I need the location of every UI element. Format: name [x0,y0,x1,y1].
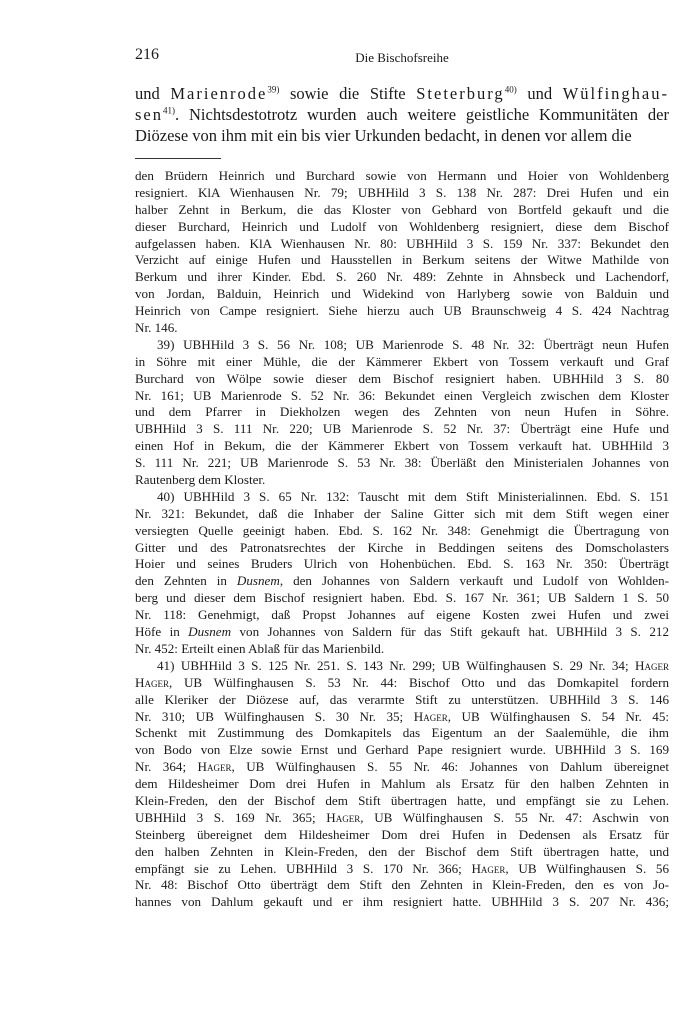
footnote-line: und dem Pfarrer in Diekholzen wegen des Zehnten von neun Hufen in Söhre. [135,404,669,420]
footnote-line: 40) UBHHild 3 S. 65 Nr. 132: Tauscht mit dem Stift Ministerialinnen. Ebd. S. 151 [157,488,669,504]
footnote-line: von Bodo von Elze sowie Ernst und Gerhard Pape resigniert wurde. UBHHild 3 S. 169 [135,742,669,758]
footnote-line: Höfe in Dusnem von Johannes von Saldern für das Stift gekauft hat. UBHHild 3 S. 212 [135,624,669,640]
body-text: . Nichtsdestotrotz wurden auch weitere geistliche Kommunitäten der Diözese von ihm mit ein bis vier Urkunden bedacht, in denen vor allem die [135,105,669,145]
footnote-line: S. 111 Nr. 221; UB Marienrode S. 53 Nr. 38: Überläßt den Ministerialen Johannes von [135,455,669,471]
footnote-line: Hoier und seines Bruders Ulrich von Hohenbüchen. Ebd. S. 163 Nr. 350: Überträgt [135,556,669,572]
footnotes [135,168,669,911]
footnote-line: UBHHild 3 S. 111 Nr. 220; UB Marienrode S. 52 Nr. 37: Überträgt eine Hufe und [135,421,669,437]
body-text: und [516,84,563,103]
footnote-line: einen Hof in Bekum, die der Kämmerer Ekbert von Tossem verkauft hat. UBHHild 3 [135,438,669,454]
footnote-line: Nr. 146. [135,320,178,336]
footnote-line: aufgelassen haben. KlA Wienhausen Nr. 80: UBHHild 3 S. 159 Nr. 337: Bekundet den [135,235,669,251]
footnote-ref-41: 41) [163,105,175,116]
body-spaced-text: sen [135,105,163,124]
footnote-line: Nr. 48: Bischof Otto überträgt dem Stift den Zehnten in Klein-Freden, den es von Jo- [135,877,669,893]
footnote-line: Klein-Freden, den der Bischof dem Stift übertragen hatte, und empfängt sie zu Lehen. [135,792,669,808]
footnote-line: Schenkt mit Zustimmung des Domkapitels das Eigentum an der Saalemühle, die ihm [135,725,669,741]
running-title: Die Bischofsreihe [355,50,449,65]
footnote-line: Nr. 118: Genehmigt, daß Propst Johannes auf eigene Kosten zwei Hufen und zwei [135,607,669,623]
body-spaced-text: Wülfinghau- [562,84,669,103]
footnote-ref-39: 39) [267,84,280,95]
body-paragraph [135,83,669,146]
footnote-line: Burchard von Wölpe sowie dieser dem Bischof resigniert haben. UBHHild 3 S. 80 [135,370,669,386]
body-text: und [135,84,171,103]
footnote-ref-40: 40) [504,84,517,95]
footnote-line: Nr. 364; Hager, UB Wülfinghausen S. 55 Nr. 46: Johannes von Dahlum übereignet [135,759,669,775]
footnote-line: hannes von Dahlum gekauft und er ihm resigniert hatte. UBHHild 3 S. 207 Nr. 436; [135,894,669,910]
footnote-line: halber Zehnt in Berkum, die das Kloster von Gebhard von Bortfeld gekauft und die [135,201,669,217]
footnote-line: UBHHild 3 S. 169 Nr. 365; Hager, UB Wülfinghausen S. 55 Nr. 47: Aschwin von [135,809,670,825]
footnote-line: Verzicht auf einige Hufen und Hausstellen in Berkum seitens der Witwe Mathilde von [135,252,669,268]
footnote-line: Steinberg übereignet dem Hildesheimer Dom drei Hufen in Dedensen als Ersatz für [135,826,669,842]
footnote-line: Nr. 321: Bekundet, daß die Inhaber der Saline Gitter sich mit dem Stift wegen einer [135,505,669,521]
footnote-line: von Jordan, Balduin, Heinrich und Widekind von Harlyberg sowie von Balduin und [135,286,669,302]
footnote-41 [135,658,669,911]
footnote-line: Hager, UB Wülfinghausen S. 53 Nr. 44: Bischof Otto und das Domkapitel fordern [135,674,669,690]
footnote-line: 41) UBHHild 3 S. 125 Nr. 251. S. 143 Nr. 299; UB Wülfinghausen S. 29 Nr. 34; Hager [157,657,669,673]
page-number: 216 [135,46,159,63]
footnote-line: Rautenberg dem Kloster. [135,472,266,488]
footnote-line: Heinrich von Campe resigniert. Siehe hierzu auch UB Braunschweig 4 S. 424 Nachtrag [135,303,669,319]
footnote-line: versiegten Quelle geeinigt haben. Ebd. S. 162 Nr. 348: Genehmigt die Übertragung von [135,522,669,538]
footnote-line: den Brüdern Heinrich und Burchard sowie von Hermann und Hoier von Wohldenberg [135,168,669,183]
footnote-line: 39) UBHHild 3 S. 56 Nr. 108; UB Marienrode S. 48 Nr. 32: Überträgt neun Hufen [157,336,669,352]
footnote-line: Nr. 452: Erteilt einen Ablaß für das Marienbild. [135,640,385,656]
footnote-line: den halben Zehnten in Klein-Freden, den der Bischof dem Stift übertragen hatte, und [135,843,669,859]
body-text: sowie die Stifte [279,84,417,103]
footnote-line: Gitter und des Patronatsrechtes der Kirche in Beddingen seitens des Domscholasters [135,539,669,555]
footnote-line: berg und dieser dem Bischof resigniert haben. Ebd. S. 167 Nr. 361; UB Saldern 1 S. 50 [135,590,669,606]
footnote-line: resigniert. KlA Wienhausen Nr. 79; UBHHild 3 S. 138 Nr. 287: Drei Hufen und ein [135,184,669,200]
footnote-line: Nr. 310; UB Wülfinghausen S. 30 Nr. 35; Hager, UB Wülfinghausen S. 54 Nr. 45: [135,708,670,724]
footnote-line: alle Kleriker der Diözese auf, das verarmte Stift zu unterstützen. UBHHild 3 S. 146 [135,691,669,707]
footnote-line: den Zehnten in Dusnem, den Johannes von Saldern verkauft und Ludolf von Wohlden- [135,573,669,589]
footnote-line: empfängt sie zu Lehen. UBHHild 3 S. 170 Nr. 366; Hager, UB Wülfinghausen S. 56 [135,860,669,876]
footnote-line: dem Hildesheimer Dom drei Hufen in Mahlum als Ersatz für den halben Zehnten in [135,776,669,792]
footnote-40 [135,489,669,658]
footnote-continuation [135,168,669,337]
footnote-line: Berkum und ihrer Kinder. Ebd. S. 260 Nr. 489: Zehnte in Ahnsbeck und Lachendorf, [135,269,669,285]
footnote-39 [135,337,669,489]
body-spaced-text: Steterburg [416,84,505,103]
footnote-line: Nr. 161; UB Marienrode S. 52 Nr. 36: Bekundet einen Vergleich zwischen dem Kloster [135,387,669,403]
body-spaced-text: Marienrode [170,84,268,103]
footnote-line: in Söhre mit einer Mühle, die der Kämmerer Ekbert von Tossem verkauft und Graf [135,353,669,369]
footnote-separator [135,158,221,159]
footnote-line: dieser Burchard, Heinrich und Ludolf von Wohldenberg resigniert, diese dem Bischof [135,218,669,234]
